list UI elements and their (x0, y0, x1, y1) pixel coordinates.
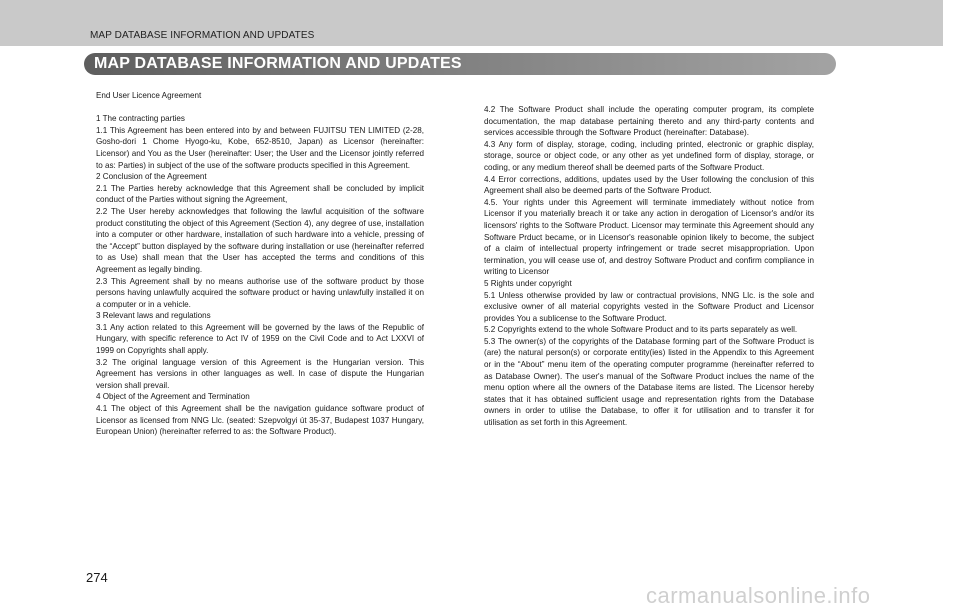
spacer (96, 102, 424, 114)
paragraph: 1.1 This Agreement has been entered into by and between FUJITSU TEN LIMITED (2-28, Gosho-dori 1 Chome Hyogo-ku, Kobe, 652-8510, Japan) as Licensor (hereinafter: Licensor) and You as the User (hereinafter: User; the User and the Licensor jointly referred to as: Parties) in subject of the use of the software products specified in this Agreement. (96, 125, 424, 170)
paragraph: 3 Relevant laws and regulations (96, 311, 211, 321)
left-text-column (96, 90, 424, 438)
paragraph: 4.2 The Software Product shall include the operating computer program, its complete documentation, the map database pertaining thereto and any third-party contents and services accessible through the Software Product (hereinafter: Database). (484, 105, 814, 138)
page-number: 274 (86, 570, 108, 585)
paragraph: 3.1 Any action related to this Agreement will be governed by the laws of the Republic of Hungary, with specific reference to Act IV of 1959 on the Civil Code and to Act LXXVI of 1999 on Copyrights shall apply. (96, 322, 424, 356)
top-header-bar (0, 0, 943, 46)
paragraph: 2.2 The User hereby acknowledges that following the lawful acquisition of the software product constituting the object of this Agreement (Section 4), any degree of use, installation into a computer or other hardware, installation of such hardware into a vehicle, pressing of the “Accept” button displayed by the software during installation or use (hereinafter referred to as Use) shall mean that the User has accepted the terms and conditions of this Agreement as legally binding. (96, 206, 424, 274)
paragraph: 2.1 The Parties hereby acknowledge that this Agreement shall be concluded by implicit conduct of the Parties without signing the Agreement, (96, 183, 424, 205)
paragraph: 4 Object of the Agreement and Termination (96, 392, 250, 402)
section-title: MAP DATABASE INFORMATION AND UPDATES (94, 55, 462, 72)
paragraph: 5.2 Copyrights extend to the whole Software Product and to its parts separately as well. (484, 325, 798, 335)
paragraph: 5 Rights under copyright (484, 278, 572, 288)
paragraph: 5.1 Unless otherwise provided by law or contractual provisions, NNG Llc. is the sole and exclusive owner of all material copyrights vested in the Software Product and Licensor provides You a sublicense to the Software Product. (484, 290, 814, 323)
paragraph: 4.3 Any form of display, storage, coding, including printed, electronic or graphic display, storage, source or object code, or any other as yet undefined form of display, storage, or coding, or any medium thereof shall be deemed parts of the Software Product. (484, 139, 814, 172)
paragraph: 2.3 This Agreement shall by no means authorise use of the software product by those persons having unlawfully acquired the software product or having unlawfully installed it on a computer or in a vehicle. (96, 276, 424, 309)
paragraph: 2 Conclusion of the Agreement (96, 172, 207, 182)
section-title-banner (84, 53, 836, 75)
paragraph: 1 The contracting parties (96, 114, 185, 124)
agreement-heading: End User Licence Agreement (96, 91, 202, 100)
right-text-column (484, 104, 814, 429)
paragraph: 5.3 The owner(s) of the copyrights of the Database forming part of the Software Product is (are) the natural person(s) or corporate entity(ies) listed in the Appendix to this Agreement or in the “About” menu item of the operating computer programme (hereinafter referred to as Database Owner). The user's manual of the Software Product inclues the name of the menu option where all the owners of the Database items are listed. The Licensor hereby states that it has obtained sufficient usage and representation rights from the Database owners in order to utilise the Database, to offer it for utilisation and to transfer it for utilisation as set forth in this Agreement. (484, 336, 814, 428)
paragraph: 3.2 The original language version of this Agreement is the Hungarian version. This Agreement has versions in other languages as well. In case of dispute the Hungarian version shall prevail. (96, 357, 424, 390)
paragraph: 4.1 The object of this Agreement shall be the navigation guidance software product of Licensor as licensed from NNG Llc. (seated: Szepvolgyi út 35-37, Budapest 1037 Hungary, European Union) (hereinafter referred to as: the Software Product). (96, 404, 424, 437)
paragraph: 4.4 Error corrections, additions, updates used by the User following the conclusion of this Agreement shall also be deemed parts of the Software Product. (484, 174, 814, 196)
watermark: carmanualsonline.info (646, 583, 871, 608)
header-title: MAP DATABASE INFORMATION AND UPDATES (90, 30, 315, 41)
paragraph: 4.5. Your rights under this Agreement will terminate immediately without notice from Licensor if you materially breach it or take any action in derogation of Licensor's and/or its licensors' rights to the Software Product. Licensor may terminate this Agreement should any Software Prduct became, or in Licensor's reasonable opinion likely to become, the subject of a claim of intellectual property infringement or trade secret misappropriation. Upon termination, you will cease use of, and destroy Software Product and confirm compliance in writing to Licensor (484, 197, 814, 277)
